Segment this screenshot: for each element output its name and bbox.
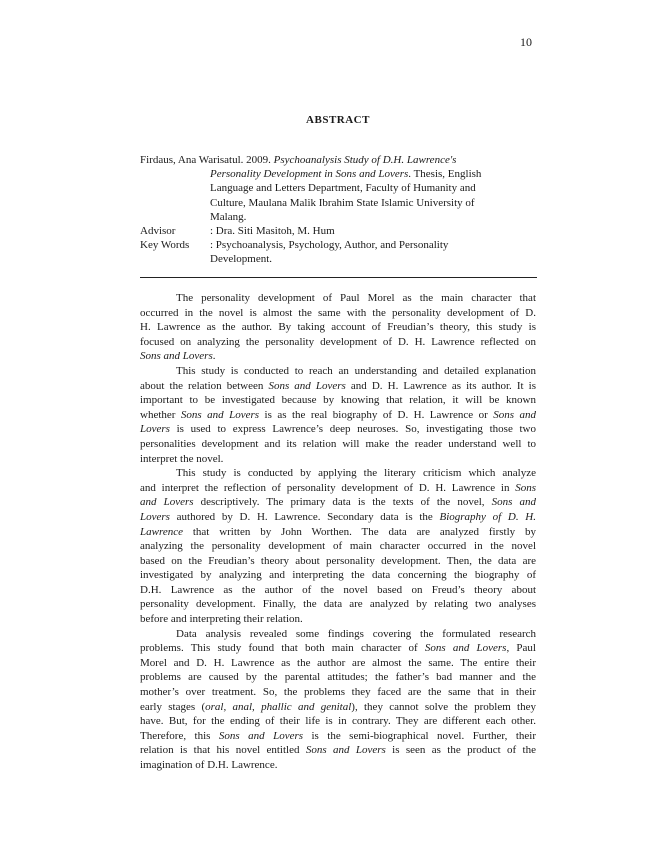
citation-text: . Thesis, English — [408, 168, 482, 181]
text-line — [140, 670, 536, 685]
text-segment: problems are caused by the parental attitudes; the father’s bad manner and the — [140, 671, 536, 684]
text-segment: occurred in the novel is almost the same with the personality development of D. — [140, 306, 536, 319]
text-segment: D.H. Lawrence as the author of the novel based on Freud’s theory about — [140, 583, 536, 596]
text-segment: This study is conducted by applying the literary criticism which analyze — [176, 467, 536, 480]
text-segment: analyzing the personality development of main character occurred in the novel — [140, 540, 536, 553]
text-segment: whether — [140, 408, 181, 421]
italic-text: Biography of D. H. — [439, 510, 536, 523]
text-segment: . — [212, 350, 216, 363]
abstract-title: ABSTRACT — [306, 114, 370, 126]
author-year: Firdaus, Ana Warisatul. 2009. — [140, 154, 274, 166]
text-line — [140, 539, 536, 554]
italic-text: Sons — [515, 481, 536, 494]
text-line — [140, 714, 536, 729]
text-line — [140, 452, 536, 467]
text-line — [140, 481, 536, 496]
text-segment: that written by John Worthen. The data are analyzed firstly by — [182, 525, 536, 538]
advisor-row — [140, 224, 540, 238]
keywords-value-cont: Development. — [210, 253, 273, 266]
italic-text: Lovers — [140, 423, 170, 436]
text-segment: before and interpreting their relation. — [140, 613, 303, 626]
text-segment: relation is that his novel entitled — [140, 744, 306, 757]
citation-line: Language and Letters Department, Faculty of Humanity and — [210, 182, 476, 195]
italic-text: Sons and Lovers — [305, 744, 386, 757]
text-segment: focused on analyzing the personality development of D. H. Lawrence reflected on — [140, 335, 536, 348]
text-line — [140, 379, 536, 394]
text-line — [140, 554, 536, 569]
text-segment: personalities development and its relation will make the reader understand well to — [140, 437, 536, 450]
divider — [140, 277, 537, 278]
text-segment: mother’s over treatment. So, the problems they faced are the same that in their — [140, 686, 536, 699]
paragraph — [140, 364, 536, 466]
page-number: 10 — [520, 35, 532, 49]
text-segment: and D. H. Lawrence as its author. It is — [345, 379, 537, 392]
text-line — [140, 408, 536, 423]
text-line — [140, 364, 536, 379]
italic-text: Sons and — [491, 496, 536, 509]
text-segment: The personality development of Paul Morel as the main character that — [176, 292, 536, 304]
text-segment: imagination of D.H. Lawrence. — [140, 759, 278, 771]
text-line — [140, 495, 536, 510]
advisor-value: : Dra. Siti Masitoh, M. Hum — [210, 225, 335, 238]
text-line — [140, 306, 536, 321]
italic-text: Lawrence — [140, 525, 183, 538]
text-line — [140, 320, 536, 335]
citation-line: Malang. — [210, 210, 247, 223]
italic-text: Sons and Lovers — [140, 350, 213, 363]
paragraph — [140, 291, 536, 364]
citation-line — [140, 167, 540, 181]
text-segment: have. But, for the ending of their life is in contrary. They are different each other. — [140, 715, 536, 728]
text-line — [140, 685, 536, 700]
text-line — [140, 656, 536, 671]
text-line — [140, 466, 536, 481]
text-segment: early stages ( — [140, 700, 206, 713]
text-segment: is used to express Lawrence’s deep neuroses. So, investigating those two — [169, 423, 536, 436]
text-segment: is as the real biography of D. H. Lawrence or — [259, 408, 494, 421]
text-line — [140, 700, 536, 715]
text-segment: investigated by analyzing and interpreting the data concerning the biography of — [140, 569, 536, 582]
text-line — [140, 583, 536, 598]
text-line — [140, 597, 536, 612]
paragraph — [140, 466, 536, 627]
text-segment: Morel and D. H. Lawrence as the author are almost the same. The entire their — [140, 656, 536, 669]
abstract-body — [140, 291, 536, 773]
text-line — [140, 291, 536, 306]
text-line — [140, 729, 536, 744]
thesis-title-cont: Personality Development in Sons and Lovers — [210, 168, 409, 181]
text-segment: personality development. Finally, the data are analyzed by relating two analyses — [140, 598, 536, 611]
text-segment: important to be investigated because by knowing that relation, it will be known — [140, 394, 536, 407]
text-line — [140, 525, 536, 540]
citation-line: Culture, Maulana Malik Ibrahim State Islamic University of — [210, 196, 475, 209]
text-line — [140, 612, 536, 627]
text-segment: H. Lawrence as the author. By taking account of Freudian’s theory, this study is — [140, 321, 536, 334]
italic-text: Sons and — [493, 408, 537, 421]
text-line — [140, 627, 536, 642]
text-line — [140, 758, 536, 773]
advisor-label: Advisor — [140, 225, 176, 238]
text-line — [140, 510, 536, 525]
text-segment: Therefore, this — [140, 729, 219, 742]
text-line — [140, 393, 536, 408]
text-segment: based on the Freudian’s theory about personality development. Then, the data are — [140, 554, 536, 567]
text-segment: is the semi-biographical novel. Further, their — [303, 729, 536, 742]
text-line — [140, 641, 536, 656]
text-segment: authored by D. H. Lawrence. Secondary data is the — [169, 510, 440, 523]
italic-text: oral, anal, phallic and genital — [205, 700, 352, 713]
text-segment: descriptively. The primary data is the texts of the novel, — [193, 496, 492, 509]
text-segment: problems. This study found that both main character of — [140, 642, 425, 655]
text-line — [140, 437, 536, 452]
text-segment: ), they cannot solve the problem they — [351, 700, 536, 713]
text-segment: interpret the novel. — [140, 452, 224, 465]
paragraph — [140, 627, 536, 773]
text-line — [140, 743, 536, 758]
text-segment: is seen as the product of the — [385, 744, 536, 757]
text-segment: , Paul — [506, 642, 536, 655]
keywords-row — [140, 238, 540, 252]
thesis-title: Psychoanalysis Study of D.H. Lawrence's — [273, 154, 457, 166]
italic-text: Sons and Lovers — [268, 379, 346, 392]
text-segment: Data analysis revealed some findings covering the formulated research — [176, 627, 536, 640]
italic-text: and Lovers — [140, 496, 194, 509]
text-segment: about the relation between — [140, 379, 269, 392]
text-line — [140, 422, 536, 437]
citation-block — [140, 153, 540, 267]
italic-text: Sons and Lovers — [180, 408, 260, 421]
italic-text: Sons and Lovers — [424, 642, 507, 655]
text-segment: This study is conducted to reach an understanding and detailed explanation — [176, 364, 536, 377]
keywords-label: Key Words — [140, 239, 190, 252]
italic-text: Lovers — [140, 510, 170, 523]
text-segment: and interpret the reflection of personality development of D. H. Lawrence in — [140, 481, 516, 494]
citation-line — [140, 153, 540, 167]
keywords-value: : Psychoanalysis, Psychology, Author, and Personality — [210, 239, 449, 252]
text-line — [140, 335, 536, 350]
text-line — [140, 349, 536, 364]
text-line — [140, 568, 536, 583]
italic-text: Sons and Lovers — [218, 729, 304, 742]
